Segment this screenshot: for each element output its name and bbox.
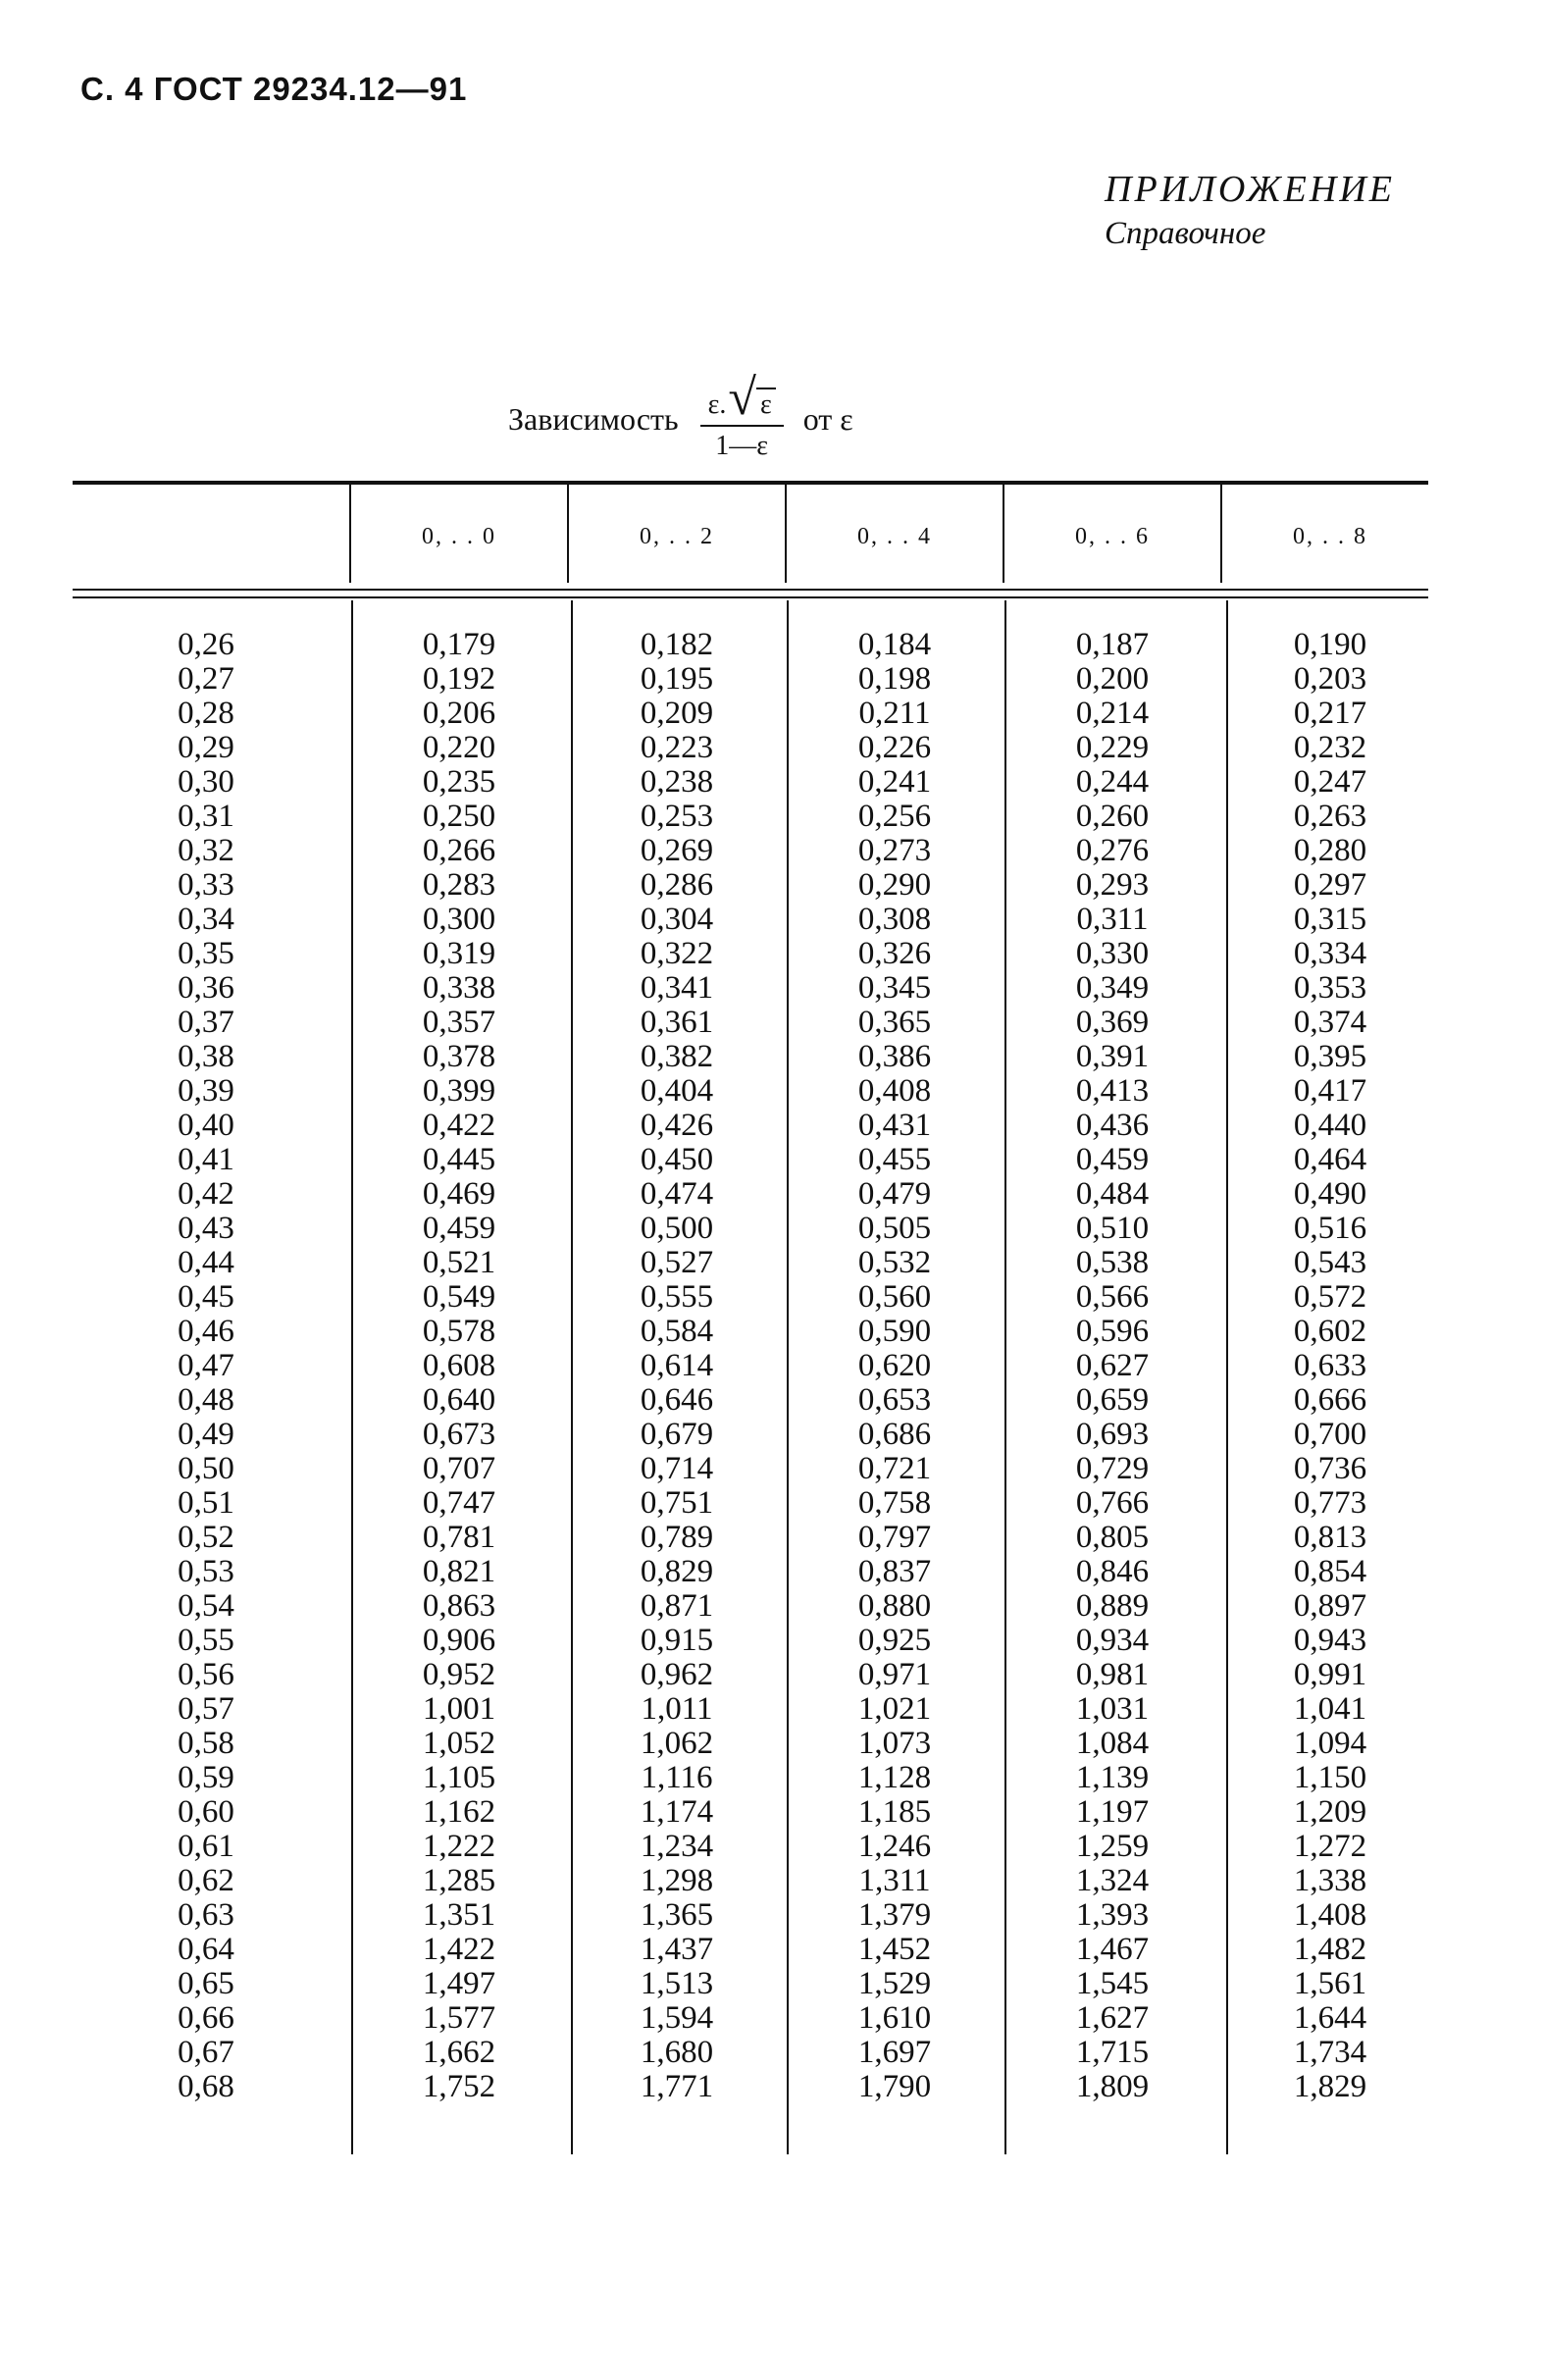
value-cell: 0,293 [1075,867,1150,903]
value-cell: 1,011 [641,1691,713,1727]
value-cell: 0,417 [1293,1073,1367,1109]
argument-cell: 0,34 [178,902,234,937]
value-cell: 0,184 [857,627,932,662]
value-cell: 0,620 [857,1348,932,1383]
argument-cell: 0,35 [178,936,234,971]
appendix-title: ПРИЛОЖЕНИЕ [1105,169,1395,210]
argument-cell: 0,42 [178,1176,234,1212]
value-cell: 0,374 [1293,1005,1367,1040]
value-cell: 0,182 [640,627,714,662]
value-cell: 1,338 [1293,1863,1367,1898]
value-cell: 0,889 [1075,1588,1150,1624]
argument-cell: 0,26 [178,627,234,662]
value-cell: 0,829 [640,1554,714,1589]
value-cell: 0,211 [858,696,931,731]
value-cell: 1,052 [422,1726,496,1761]
formula-numerator [700,370,784,427]
value-cell: 0,315 [1293,902,1367,937]
value-cell: 0,244 [1075,764,1150,800]
value-cell: 0,187 [1075,627,1150,662]
value-cell: 0,235 [422,764,496,800]
value-cell: 0,679 [640,1417,714,1452]
value-cell: 0,538 [1075,1245,1150,1280]
value-cell: 0,253 [640,799,714,834]
argument-cell: 0,51 [178,1485,234,1521]
value-cell: 0,195 [640,661,714,697]
table-header-rule-double [73,596,1428,598]
value-cell: 1,073 [857,1726,932,1761]
value-cell: 0,223 [640,730,714,765]
value-cell: 0,880 [857,1588,932,1624]
value-cell: 0,304 [640,902,714,937]
value-cell: 1,594 [640,2000,714,2036]
argument-cell: 0,47 [178,1348,234,1383]
value-cell: 0,981 [1075,1657,1150,1692]
value-cell: 1,697 [857,2035,932,2070]
value-cell: 1,094 [1293,1726,1367,1761]
value-cell: 0,751 [640,1485,714,1521]
value-cell: 0,584 [640,1314,714,1349]
value-cell: 0,217 [1293,696,1367,731]
value-cell: 1,116 [641,1760,713,1795]
value-cell: 0,395 [1293,1039,1367,1074]
value-cell: 0,263 [1293,799,1367,834]
value-cell: 0,459 [422,1211,496,1246]
value-cell: 1,062 [640,1726,714,1761]
value-cell: 0,341 [640,970,714,1006]
value-cell: 0,578 [422,1314,496,1349]
value-cell: 1,829 [1293,2069,1367,2104]
argument-cell: 0,63 [178,1897,234,1933]
column-header: 0, . . 6 [1075,523,1150,549]
value-cell: 0,686 [857,1417,932,1452]
value-cell: 0,721 [857,1451,932,1486]
argument-cell: 0,62 [178,1863,234,1898]
value-cell: 1,408 [1293,1897,1367,1933]
value-cell: 1,128 [857,1760,932,1795]
value-cell: 0,209 [640,696,714,731]
value-cell: 0,260 [1075,799,1150,834]
argument-cell: 0,46 [178,1314,234,1349]
value-cell: 0,214 [1075,696,1150,731]
value-cell: 1,497 [422,1966,496,2001]
value-cell: 0,241 [857,764,932,800]
value-cell: 0,334 [1293,936,1367,971]
value-cell: 0,510 [1075,1211,1150,1246]
value-cell: 0,666 [1293,1382,1367,1418]
value-cell: 1,041 [1293,1691,1367,1727]
column-header: 0, . . 8 [1293,523,1367,549]
value-cell: 0,700 [1293,1417,1367,1452]
value-cell: 0,322 [640,936,714,971]
argument-cell: 0,41 [178,1142,234,1177]
value-cell: 1,610 [857,2000,932,2036]
argument-cell: 0,38 [178,1039,234,1074]
value-cell: 0,445 [422,1142,496,1177]
argument-cell: 0,27 [178,661,234,697]
value-cell: 0,560 [857,1279,932,1315]
value-cell: 1,222 [422,1829,496,1864]
value-cell: 0,266 [422,833,496,868]
value-cell: 0,192 [422,661,496,697]
sqrt-expression [728,370,775,426]
value-cell: 0,179 [422,627,496,662]
value-cell: 1,351 [422,1897,496,1933]
value-cell: 0,361 [640,1005,714,1040]
value-cell: 0,602 [1293,1314,1367,1349]
value-cell: 0,479 [857,1176,932,1212]
value-cell: 1,529 [857,1966,932,2001]
value-cell: 0,943 [1293,1623,1367,1658]
value-cell: 0,854 [1293,1554,1367,1589]
value-cell: 0,311 [1076,902,1149,937]
value-cell: 0,226 [857,730,932,765]
value-cell: 0,238 [640,764,714,800]
value-cell: 0,846 [1075,1554,1150,1589]
caption-formula [700,370,784,462]
value-cell: 1,311 [858,1863,931,1898]
value-cell: 1,482 [1293,1932,1367,1967]
value-cell: 0,500 [640,1211,714,1246]
argument-cell: 0,44 [178,1245,234,1280]
value-cell: 0,286 [640,867,714,903]
value-cell: 0,729 [1075,1451,1150,1486]
value-cell: 0,805 [1075,1520,1150,1555]
argument-cell: 0,33 [178,867,234,903]
value-cell: 0,464 [1293,1142,1367,1177]
value-cell: 0,349 [1075,970,1150,1006]
value-cell: 0,365 [857,1005,932,1040]
argument-cell: 0,30 [178,764,234,800]
value-cell: 0,490 [1293,1176,1367,1212]
argument-cell: 0,68 [178,2069,234,2104]
table-header-rule [73,589,1428,591]
argument-cell: 0,40 [178,1108,234,1143]
value-cell: 1,209 [1293,1794,1367,1830]
argument-cell: 0,28 [178,696,234,731]
value-cell: 1,185 [857,1794,932,1830]
argument-cell: 0,45 [178,1279,234,1315]
argument-column [118,628,294,2104]
value-cell: 0,781 [422,1520,496,1555]
value-cell: 0,521 [422,1245,496,1280]
value-cell: 0,640 [422,1382,496,1418]
value-cell: 1,734 [1293,2035,1367,2070]
value-cell: 0,220 [422,730,496,765]
value-cell: 1,021 [857,1691,932,1727]
value-cell: 0,608 [422,1348,496,1383]
value-cell: 1,234 [640,1829,714,1864]
value-cell: 0,273 [857,833,932,868]
value-cell: 1,285 [422,1863,496,1898]
value-cell: 1,467 [1075,1932,1150,1967]
value-cell: 0,436 [1075,1108,1150,1143]
value-cell: 1,162 [422,1794,496,1830]
value-cell: 1,379 [857,1897,932,1933]
value-cell: 1,324 [1075,1863,1150,1898]
value-cell: 0,459 [1075,1142,1150,1177]
value-cell: 1,513 [640,1966,714,2001]
value-cell: 1,365 [640,1897,714,1933]
value-cell: 0,590 [857,1314,932,1349]
argument-cell: 0,58 [178,1726,234,1761]
value-cell: 0,404 [640,1073,714,1109]
value-cell: 0,766 [1075,1485,1150,1521]
value-cell: 0,229 [1075,730,1150,765]
value-cell: 0,915 [640,1623,714,1658]
value-cell: 1,422 [422,1932,496,1967]
value-cell: 0,614 [640,1348,714,1383]
value-cell: 0,474 [640,1176,714,1212]
argument-cell: 0,54 [178,1588,234,1624]
value-cell: 1,790 [857,2069,932,2104]
argument-cell: 0,55 [178,1623,234,1658]
argument-cell: 0,60 [178,1794,234,1830]
value-cell: 0,290 [857,867,932,903]
value-cell: 0,797 [857,1520,932,1555]
value-cell: 0,345 [857,970,932,1006]
value-cell: 0,280 [1293,833,1367,868]
value-cell: 0,308 [857,902,932,937]
value-column [350,628,568,2104]
argument-cell: 0,66 [178,2000,234,2036]
table-caption [508,365,853,473]
value-column [786,628,1004,2104]
value-cell: 1,150 [1293,1760,1367,1795]
value-cell: 0,399 [422,1073,496,1109]
value-cell: 0,382 [640,1039,714,1074]
value-cell: 0,357 [422,1005,496,1040]
argument-cell: 0,39 [178,1073,234,1109]
value-cell: 0,952 [422,1657,496,1692]
value-cell: 1,715 [1075,2035,1150,2070]
value-cell: 0,714 [640,1451,714,1486]
argument-cell: 0,61 [178,1829,234,1864]
value-cell: 1,644 [1293,2000,1367,2036]
value-cell: 0,532 [857,1245,932,1280]
value-cell: 0,821 [422,1554,496,1589]
value-cell: 0,256 [857,799,932,834]
appendix-subtitle: Справочное [1105,216,1266,251]
value-cell: 0,408 [857,1073,932,1109]
value-cell: 0,276 [1075,833,1150,868]
value-cell: 0,378 [422,1039,496,1074]
value-cell: 0,338 [422,970,496,1006]
value-cell: 0,198 [857,661,932,697]
argument-cell: 0,50 [178,1451,234,1486]
argument-cell: 0,36 [178,970,234,1006]
sqrt-sign: √ [728,370,756,426]
value-cell: 1,627 [1075,2000,1150,2036]
argument-cell: 0,59 [178,1760,234,1795]
value-cell: 0,646 [640,1382,714,1418]
value-cell: 0,247 [1293,764,1367,800]
value-cell: 0,693 [1075,1417,1150,1452]
value-cell: 0,962 [640,1657,714,1692]
argument-cell: 0,48 [178,1382,234,1418]
argument-cell: 0,56 [178,1657,234,1692]
value-cell: 0,736 [1293,1451,1367,1486]
argument-cell: 0,52 [178,1520,234,1555]
value-cell: 0,897 [1293,1588,1367,1624]
value-cell: 1,437 [640,1932,714,1967]
value-cell: 0,871 [640,1588,714,1624]
value-cell: 1,393 [1075,1897,1150,1933]
value-cell: 0,653 [857,1382,932,1418]
argument-cell: 0,49 [178,1417,234,1452]
value-cell: 0,297 [1293,867,1367,903]
value-cell: 1,298 [640,1863,714,1898]
value-cell: 0,758 [857,1485,932,1521]
value-cell: 0,659 [1075,1382,1150,1418]
value-cell: 1,545 [1075,1966,1150,2001]
value-cell: 0,190 [1293,627,1367,662]
value-cell: 1,139 [1075,1760,1150,1795]
value-cell: 0,319 [422,936,496,971]
value-cell: 1,662 [422,2035,496,2070]
value-cell: 1,259 [1075,1829,1150,1864]
page-reference-header: С. 4 ГОСТ 29234.12—91 [80,71,468,107]
value-cell: 0,572 [1293,1279,1367,1315]
value-cell: 0,353 [1293,970,1367,1006]
caption-suffix: от ε [802,400,853,437]
value-cell: 0,707 [422,1451,496,1486]
argument-cell: 0,67 [178,2035,234,2070]
value-cell: 0,386 [857,1039,932,1074]
value-cell: 0,431 [857,1108,932,1143]
value-cell: 0,633 [1293,1348,1367,1383]
argument-cell: 0,65 [178,1966,234,2001]
value-cell: 1,561 [1293,1966,1367,2001]
value-cell: 0,413 [1075,1073,1150,1109]
value-cell: 0,773 [1293,1485,1367,1521]
value-cell: 0,906 [422,1623,496,1658]
value-cell: 0,250 [422,799,496,834]
value-cell: 0,330 [1075,936,1150,971]
value-cell: 1,246 [857,1829,932,1864]
value-cell: 1,452 [857,1932,932,1967]
value-cell: 0,971 [857,1657,932,1692]
value-cell: 0,391 [1075,1039,1150,1074]
value-cell: 0,232 [1293,730,1367,765]
value-cell: 1,001 [422,1691,496,1727]
value-cell: 0,469 [422,1176,496,1212]
value-cell: 1,031 [1075,1691,1150,1727]
formula-denominator: 1—ε [715,431,769,461]
value-cell: 1,771 [640,2069,714,2104]
value-cell: 0,863 [422,1588,496,1624]
argument-cell: 0,37 [178,1005,234,1040]
column-header: 0, . . 4 [857,523,932,549]
value-cell: 0,789 [640,1520,714,1555]
value-cell: 1,752 [422,2069,496,2104]
caption-prefix: Зависимость [508,400,679,437]
argument-cell: 0,64 [178,1932,234,1967]
value-cell: 0,455 [857,1142,932,1177]
sqrt-radicand: ε [756,388,776,421]
value-cell: 0,422 [422,1108,496,1143]
value-cell: 0,543 [1293,1245,1367,1280]
argument-cell: 0,53 [178,1554,234,1589]
value-cell: 1,809 [1075,2069,1150,2104]
value-cell: 0,505 [857,1211,932,1246]
value-cell: 0,747 [422,1485,496,1521]
value-cell: 0,673 [422,1417,496,1452]
value-cell: 0,206 [422,696,496,731]
value-cell: 0,450 [640,1142,714,1177]
value-cell: 0,991 [1293,1657,1367,1692]
value-cell: 0,440 [1293,1108,1367,1143]
value-cell: 0,484 [1075,1176,1150,1212]
value-cell: 0,837 [857,1554,932,1589]
value-cell: 0,813 [1293,1520,1367,1555]
argument-cell: 0,57 [178,1691,234,1727]
argument-cell: 0,43 [178,1211,234,1246]
value-cell: 0,516 [1293,1211,1367,1246]
value-cell: 0,527 [640,1245,714,1280]
value-cell: 0,283 [422,867,496,903]
value-column [1221,628,1439,2104]
argument-cell: 0,29 [178,730,234,765]
value-cell: 0,555 [640,1279,714,1315]
value-cell: 0,203 [1293,661,1367,697]
column-header: 0, . . 0 [422,523,496,549]
value-cell: 0,200 [1075,661,1150,697]
value-cell: 1,174 [640,1794,714,1830]
column-header: 0, . . 2 [640,523,714,549]
value-cell: 0,596 [1075,1314,1150,1349]
value-cell: 1,577 [422,2000,496,2036]
value-cell: 0,269 [640,833,714,868]
value-cell: 0,925 [857,1623,932,1658]
value-cell: 1,105 [422,1760,496,1795]
value-cell: 1,197 [1075,1794,1150,1830]
argument-cell: 0,32 [178,833,234,868]
value-cell: 0,549 [422,1279,496,1315]
value-cell: 0,300 [422,902,496,937]
formula-epsilon-factor: ε. [707,389,727,420]
value-column [568,628,786,2104]
value-cell: 1,680 [640,2035,714,2070]
value-cell: 0,426 [640,1108,714,1143]
value-cell: 0,369 [1075,1005,1150,1040]
value-cell: 0,627 [1075,1348,1150,1383]
value-cell: 0,934 [1075,1623,1150,1658]
value-cell: 1,272 [1293,1829,1367,1864]
argument-cell: 0,31 [178,799,234,834]
value-cell: 0,326 [857,936,932,971]
value-column [1004,628,1221,2104]
appendix-label [1105,167,1395,255]
value-cell: 0,566 [1075,1279,1150,1315]
value-cell: 1,084 [1075,1726,1150,1761]
